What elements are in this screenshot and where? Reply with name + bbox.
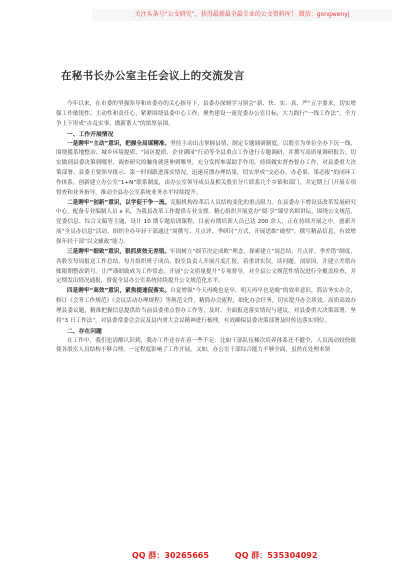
paragraph-text: 坚持主动出击掌握县情，制定专题调研制度，以股室为单位全办下沉一线，围绕揽茶地整治、城乡环境提质、“园区提质、企业满园”行动等全县重点工作进行专题调研，并撰写高质量调研报告。切实做到县委决策到哪里、调查研究的触角就延伸到哪里，充分发挥参谋助手作用。持续做实督查督办工作，对县委重大决策部署、县委主要领导批示、第一时间跟进落实情况，迅速反馈办理结果，切实形成“交必办、办必果、果必报”的闭环工作体系。创新建立办公室“1+N”联系制度，由办公室领导成员及相关股室分片联系几个乡镇和部门，并定期上门开展专项督查和业务指导，推动全县办公室系统业务水平持续提升。: [56, 140, 356, 196]
document-body: [56, 100, 356, 356]
paragraph-text: 牢固树立“细节决定成败”理念，探索建立“周总结、月点评、季差错”制度，各股室每周报送工作总结，每月组织班子成员、股室负责人开展月度汇报，着重讲实误，谈问题。剖原因，并建立差错台账限期整改销号。让严谨细致成为工作常态。开展“公文质量提升”专项督导，对全县公文规范性情况进行全覆盖检查，并定期发出情况通报，督促全县办公室系统持续提升公文规范化水平。: [56, 248, 357, 285]
paragraph-lead: 三是聘牢“细致”意识，狠抓质效无差错。: [67, 248, 171, 255]
paragraph-text: 自觉增强“今天再晚也是早、明天再早也是晚”的效率意识，简洁务实办会，修订《会务工作规范》《会议活动办理规程》等规范文件，精简办会流程，细化办会任务，切实提升办会质效。高质高效办理县委议题，精准把握信息提供给当前县委重点督办工作等，及时、全面报送落实情况与建议，对县委重大决策部署，坚持“3 日工作法”，对县委常委会会议及县内重大会议精神进行梳理，有效确保县委决策部署及时传达落实到位。: [56, 288, 357, 324]
paragraph-lead: 一是聘牢“主动”意识，把握全局谋精准。: [67, 140, 171, 147]
paragraph-problems: 在工作中，我们也清醒认识到，我办工作还存在着一些不足：比如干部队伍梯次培养体系还不健全，人员流动较快致使各股室人员结构不够合理，一定程度影响了工作开展。又如，办公室干部综合能力不够全面，虽然在处理本领: [56, 337, 356, 354]
paragraph-lead: 二是聘牢“创新”意识，以学促干争一流。: [67, 199, 171, 206]
qq-group-2: QQ 群：535304092: [234, 551, 318, 560]
promo-banner: 关注头条号“公文研究”，获得最新最全最专业的公文资料库！ 微信：gongwenyj: [92, 9, 392, 21]
paragraph-efficiency: [56, 287, 356, 326]
footer-contact: [132, 550, 343, 561]
paragraph-innovation: [56, 199, 356, 248]
paragraph-proactive: [56, 140, 356, 199]
paragraph-lead: 四是聘牢“高效”意识，紧焦提速促落实。: [67, 288, 171, 295]
page-title: 在秘书长办公室主任会议上的交流发言: [61, 70, 245, 82]
section-heading-1: 一、工作开展情况: [67, 131, 114, 138]
qq-group-1: QQ 群：30265665: [132, 551, 209, 560]
section-heading-2: 二、存在问题: [67, 328, 102, 335]
intro-paragraph: 今年以来，在市委的坚强领导和市委办的关心指导下，县委办深刻学习领会“新、快、实、真、严”五字要求，切实增强工作敏锐性、主动性和责任心，紧紧围绕县委中心工作，聚焦建设一流党委办公室目标，大力践行“一线工作法”，全力争上下形成“办乱实事、做新谐人”的浓厚氛围。: [56, 101, 356, 127]
paragraph-meticulous: [56, 248, 356, 287]
paragraph-text: 克服机构改革后人员结构变化的重点阻力。在县委办下增设县改革发展研究中心，配备专业编制人员 x 名，为我县改革工作提供专业支撑。精心组织开展党办“阅·享”课堂名师讲坛，围绕公文规范、党委信息、综合文稿等主题，设计 10 期专题培训课程，目前有期培训人员已达 200 余人，正在持续开展之中。创新开展“全员办信息”活动，组织全办年轻干部通过“周撰写、月点评、季研讨”方式，开展思维“破壁”，撰写精品信息，有效增强年轻干部“以文辅政”能力。: [56, 199, 356, 245]
